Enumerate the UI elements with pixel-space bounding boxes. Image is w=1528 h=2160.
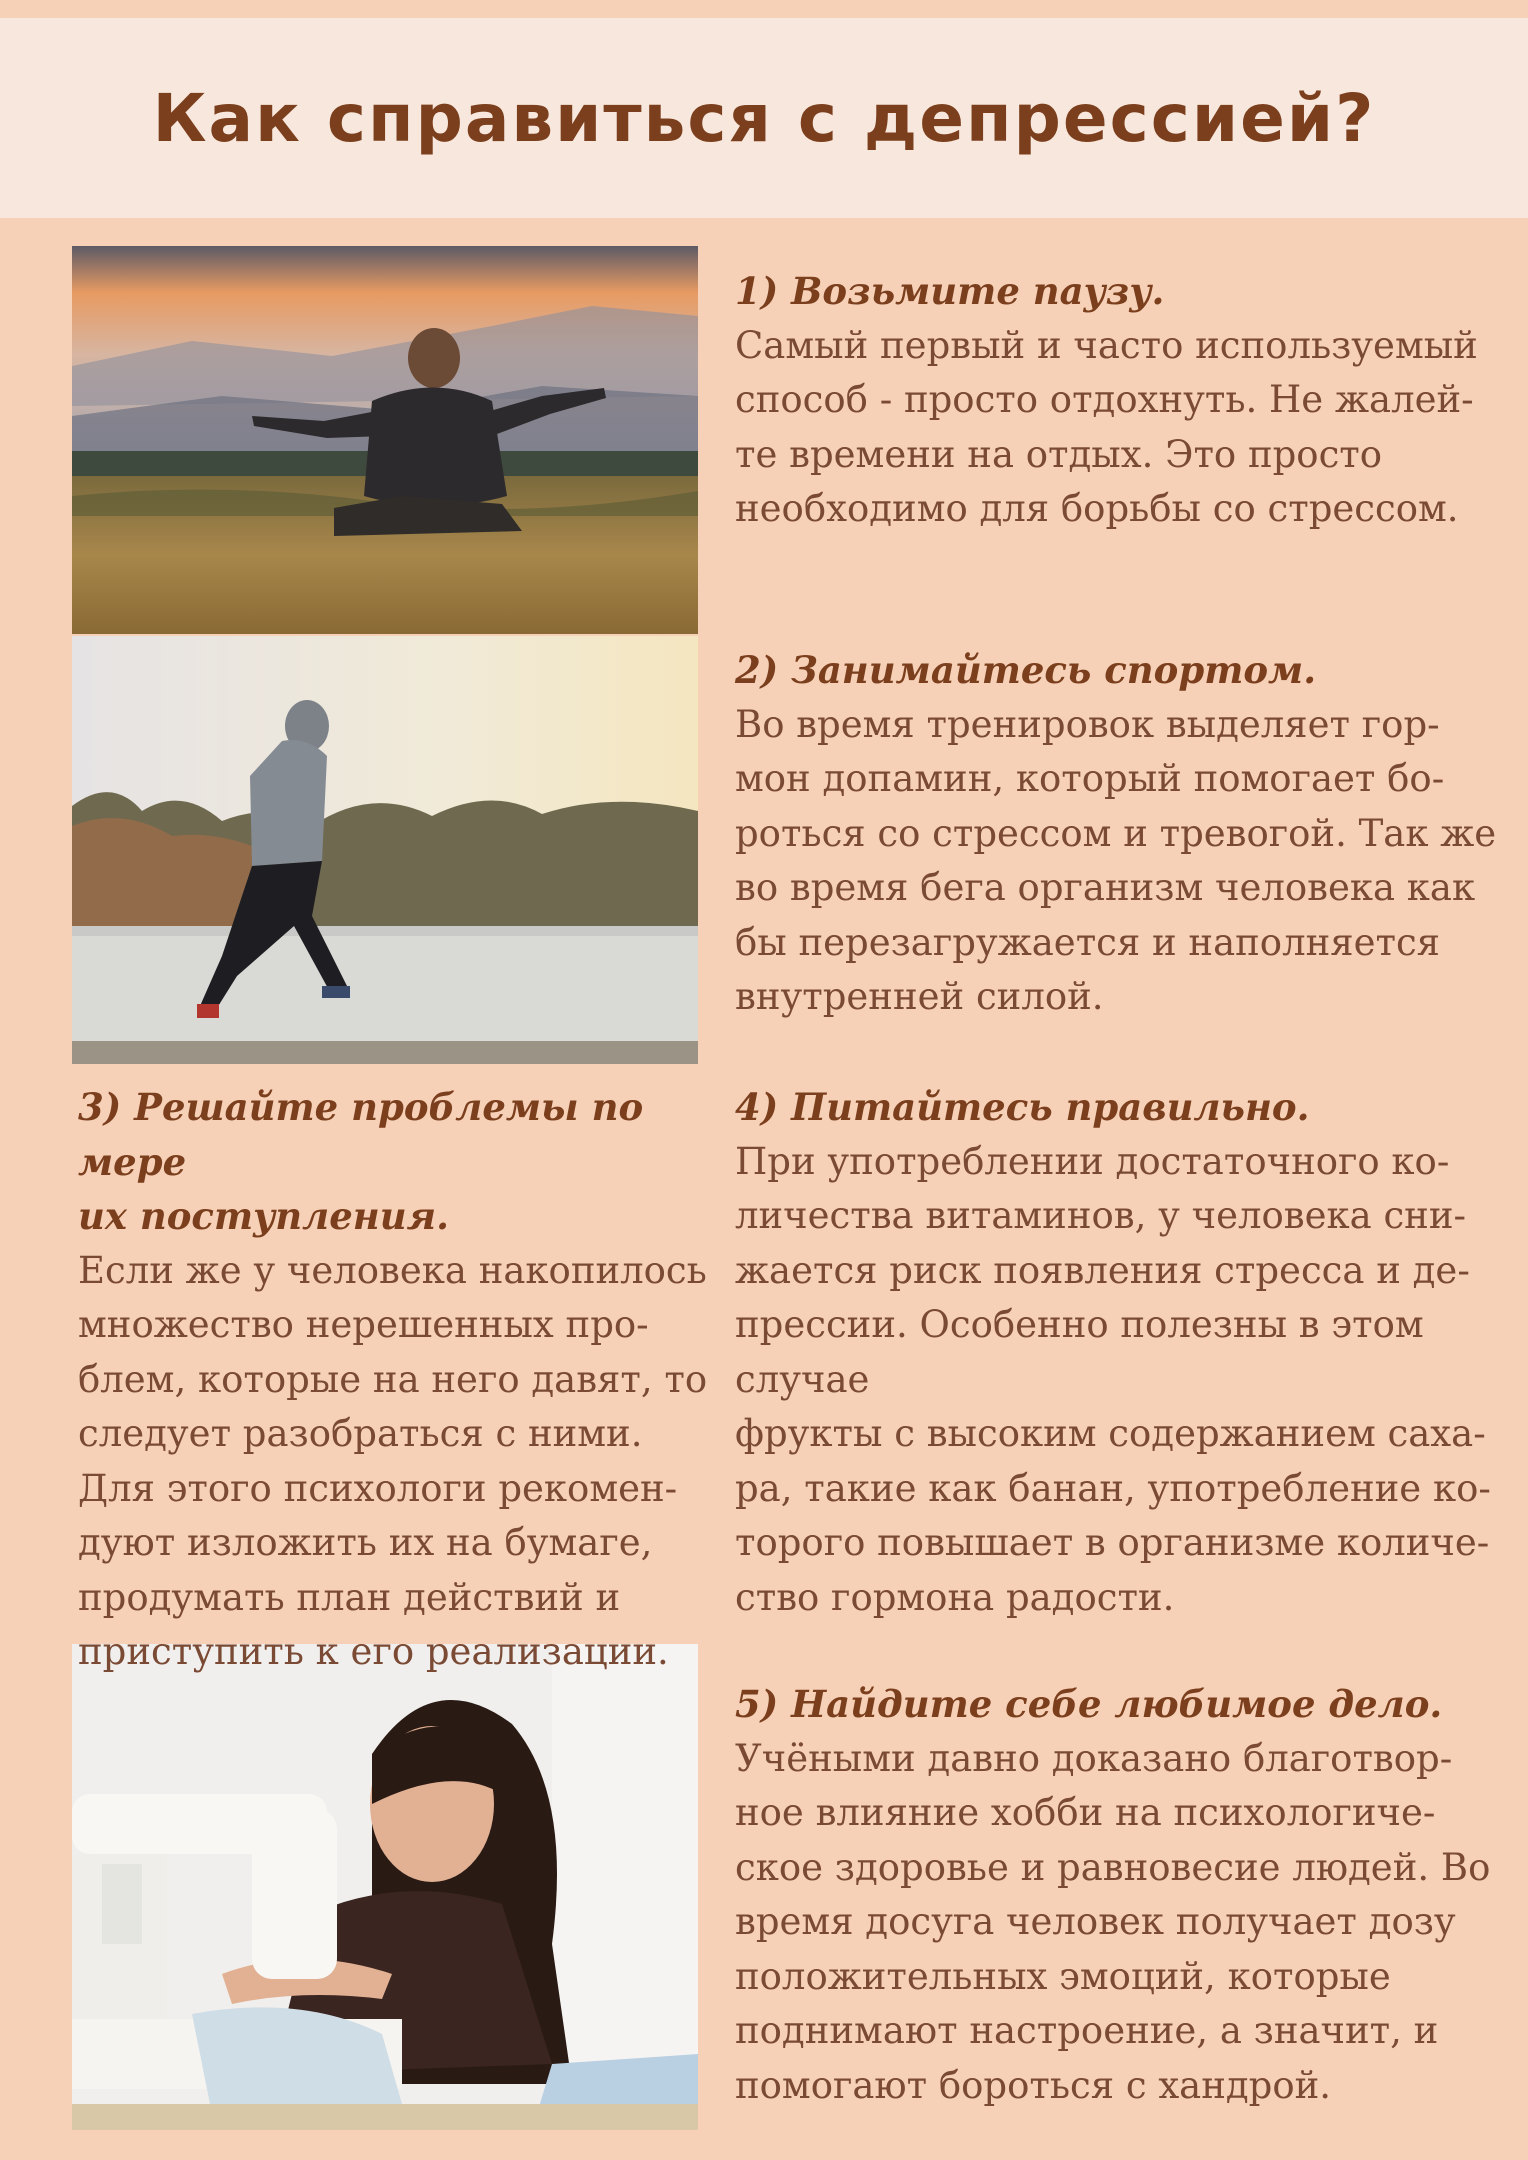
title-banner (0, 18, 1528, 218)
tip-1-heading: 1) Возьмите паузу. (735, 269, 1165, 313)
tip-2 (735, 643, 1505, 1025)
tip-2-heading: 2) Занимайтесь спортом. (735, 648, 1317, 692)
page-title: Как справиться с депрессией? (152, 79, 1376, 157)
tip-5 (735, 1677, 1505, 2113)
tip-4-heading: 4) Питайтесь правильно. (735, 1085, 1310, 1129)
runner-photo (72, 636, 698, 1064)
sewing-photo (72, 1644, 698, 2130)
tip-4 (735, 1080, 1505, 1625)
tip-2-body: Во время тренировок выделяет гор- мон допамин, который помогает бо- роться со стрессом и тревогой. Так же во время бега организм человека как бы перезагружается и наполняется внутренней силой. (735, 702, 1497, 1018)
tip-5-heading: 5) Найдите себе любимое дело. (735, 1682, 1443, 1726)
tip-3-body: Если же у человека накопилось множество нерешенных про- блем, которые на него давят, то следует разобраться с ними. Для этого психологи рекомен- дуют изложить их на бумаге, продумать план действий и приступить к его реализации. (78, 1248, 708, 1673)
meditation-photo (72, 246, 698, 634)
tip-5-body: Учёными давно доказано благотвор- ное влияние хобби на психологиче- ское здоровье и равновесие людей. Во время досуга человек получает дозу положительных эмоций, которые поднимают настроение, а значит, и помогают бороться с хандрой. (735, 1736, 1491, 2107)
tip-4-body: При употреблении достаточного ко- личества витаминов, у человека сни- жается риск появления стресса и де- прессии. Особенно полезны в этом случае фрукты с высоким содержанием саха- ра, такие как банан, употребление ко- торого повышает в организме количе- ство гормона радости. (735, 1139, 1491, 1619)
tip-1-body: Самый первый и часто используемый способ - просто отдохнуть. Не жалей- те времени на отдых. Это просто необходимо для борьбы со стрессом. (735, 323, 1478, 530)
tip-3-heading: 3) Решайте проблемы по мере их поступления. (78, 1085, 644, 1238)
tip-1 (735, 264, 1505, 537)
tip-3 (78, 1080, 708, 1680)
